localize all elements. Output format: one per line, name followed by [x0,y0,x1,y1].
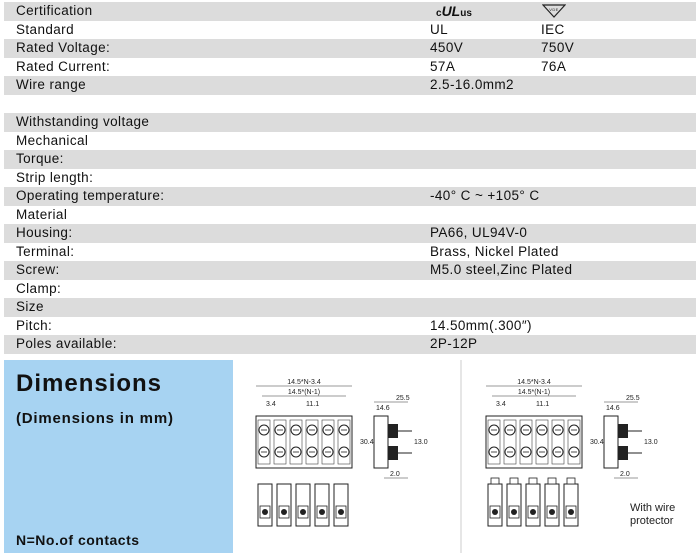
dimension-drawing-wire-protector [466,360,696,553]
spec-row [4,132,696,151]
dim-height: 30.4 [590,439,604,446]
vde-text: VDE [549,7,559,12]
spec-value-ul: 57A [430,58,456,74]
spec-row [4,76,696,95]
dim-width: 25.5 [626,395,640,402]
spec-label: Withstanding voltage [16,114,150,129]
spec-value-iec: IEC [541,21,565,37]
dimensions-title: Dimensions [16,370,163,397]
spec-value-iec: 750V [541,40,575,55]
spec-row [4,169,696,188]
spec-label: Rated Current: [16,58,111,74]
spec-row [4,317,696,336]
spec-label: Operating temperature: [16,188,165,203]
spec-label: Wire range [16,77,87,92]
spec-row [4,113,696,132]
spec-row [4,187,696,206]
spec-label: Pitch: [16,317,53,333]
spec-row [4,2,696,21]
dim-d2: 11.1 [536,401,550,408]
spec-value-ul: PA66, UL94V-0 [430,225,528,240]
spec-value-ul: 2P-12P [430,336,478,351]
spec-row [4,206,696,225]
spec-row [4,95,696,114]
dim-overall: 14.5*N-3.4 [517,379,551,386]
spec-label: Poles available: [16,336,117,351]
spec-label: Rated Voltage: [16,40,111,55]
spec-label: Terminal: [16,243,75,259]
spec-row [4,150,696,169]
spec-value-ul: M5.0 steel,Zinc Plated [430,262,573,277]
spec-label: Size [16,299,44,314]
spec-label: Housing: [16,225,73,240]
spec-label: Strip length: [16,169,94,185]
spec-label: Screw: [16,262,60,277]
cul-suffix: us [460,8,472,19]
wire-protector-note: With wire protector [630,502,676,527]
dim-d3: 14.6 [606,405,620,412]
spec-row [4,280,696,299]
spec-label: Clamp: [16,280,62,296]
dimension-drawing-standard [236,360,462,553]
spec-row [4,335,696,354]
dim-d5: 2.0 [390,471,400,478]
dim-d1: 3.4 [266,401,276,408]
dim-pitch-span: 14.5*(N-1) [287,389,321,396]
spec-value-ul: -40° C ~ +105° C [430,188,540,203]
spec-label: Mechanical [16,132,89,148]
cul-main: UL [441,3,461,19]
spec-row [4,243,696,262]
spec-value-ul: Brass, Nickel Plated [430,243,559,259]
spec-row [4,224,696,243]
dim-d1: 3.4 [496,401,506,408]
dim-width: 25.5 [396,395,410,402]
spec-row [4,39,696,58]
spec-row [4,21,696,40]
spec-row [4,298,696,317]
dimensions-panel [4,360,233,553]
spec-value-ul: UL [430,21,449,37]
dim-d2: 11.1 [306,401,320,408]
terminal-block-drawing [236,360,460,553]
dim-d4: 13.0 [414,439,428,446]
dim-pitch-span: 14.5*(N-1) [517,389,551,396]
dim-d5: 2.0 [620,471,630,478]
spec-label: Torque: [16,151,64,166]
dimensions-subtitle: (Dimensions in mm) [16,410,174,427]
spec-row [4,58,696,77]
spec-value-iec: 76A [541,58,567,74]
dim-overall: 14.5*N-3.4 [287,379,321,386]
spec-label: Certification [16,3,93,18]
spec-value-ul: 14.50mm(.300″) [430,317,532,333]
dim-height: 30.4 [360,439,374,446]
spec-row [4,261,696,280]
contacts-note: N=No.of contacts [16,532,140,548]
spec-value-ul: 2.5-16.0mm2 [430,77,514,92]
spec-table [4,2,696,354]
cul-prefix: c [436,8,442,19]
spec-value-ul: 450V [430,40,464,55]
spec-label: Material [16,206,68,222]
spec-label: Standard [16,21,74,37]
dim-d3: 14.6 [376,405,390,412]
dim-d4: 13.0 [644,439,658,446]
vde-triangle-icon [542,4,566,18]
